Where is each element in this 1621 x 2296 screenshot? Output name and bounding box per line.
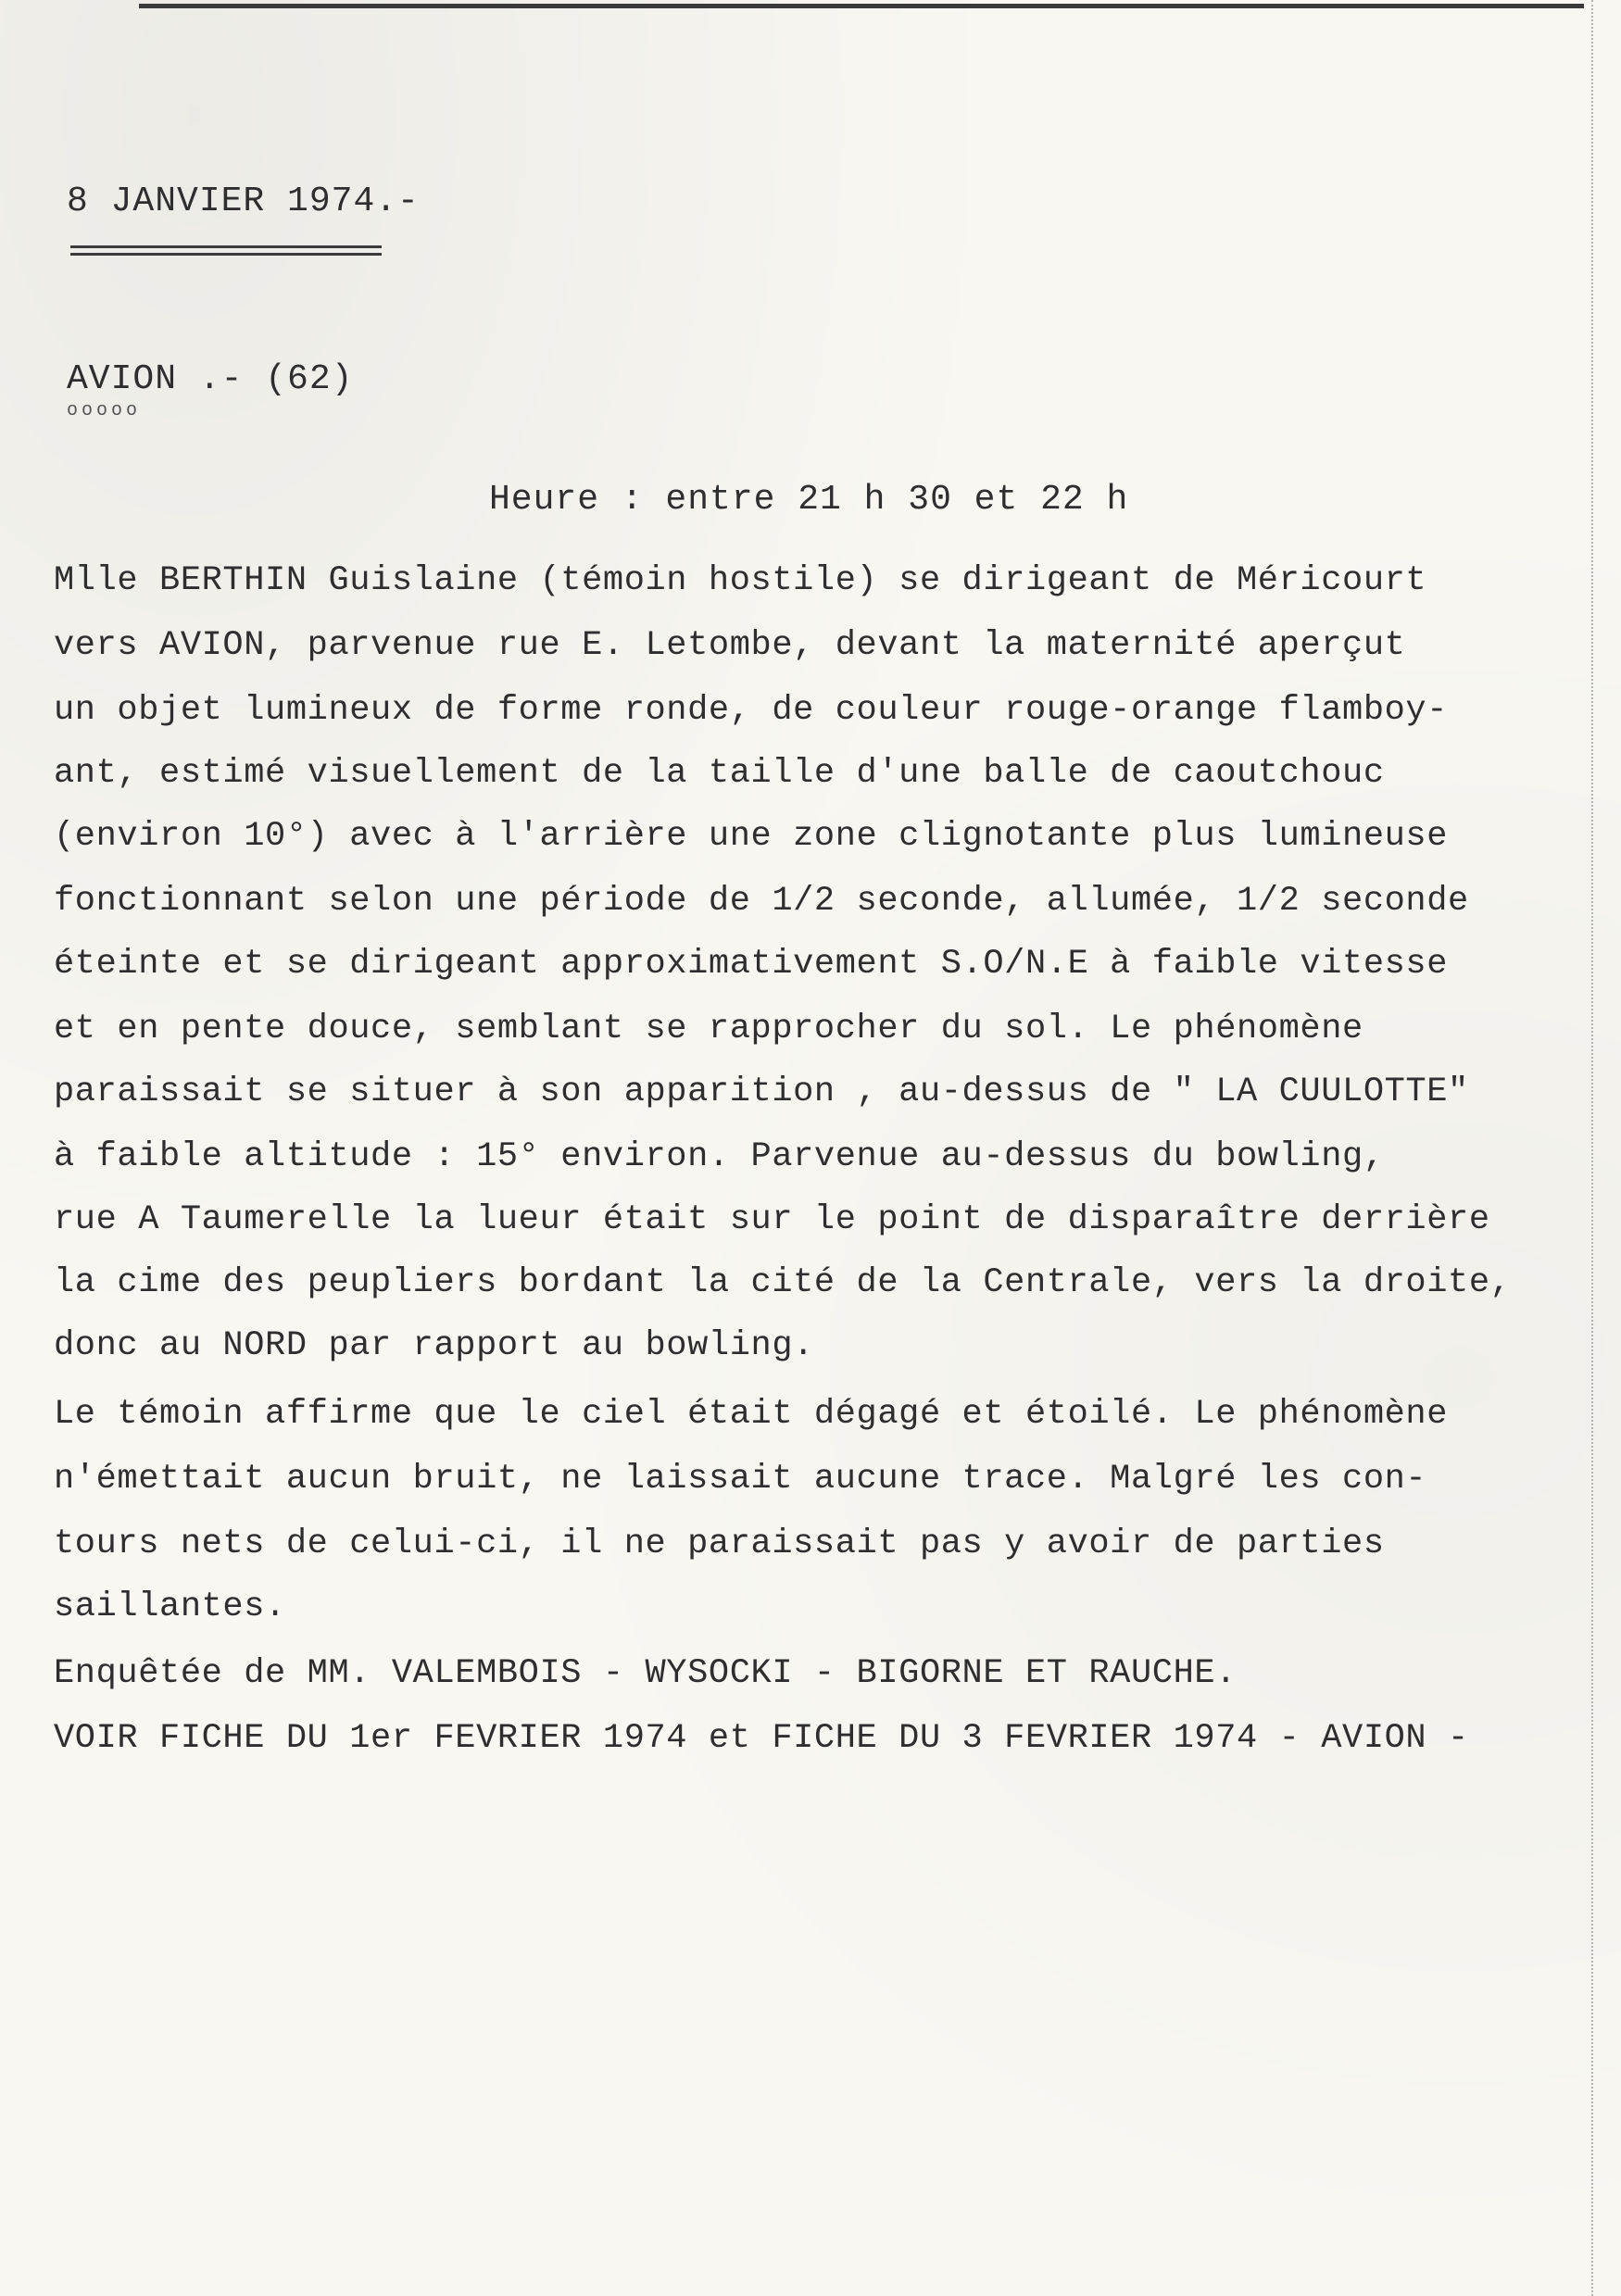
report-line: paraissait se situer à son apparition , au-dessus de " LA CUULOTTE" [54, 1073, 1469, 1111]
report-line: et en pente douce, semblant se rapprocher du sol. Le phénomène [54, 1010, 1363, 1048]
report-line: Mlle BERTHIN Guislaine (témoin hostile) se dirigeant de Méricourt [54, 561, 1427, 600]
report-line: ant, estimé visuellement de la taille d'une balle de caoutchouc [54, 754, 1385, 793]
report-line: VOIR FICHE DU 1er FEVRIER 1974 et FICHE DU 3 FEVRIER 1974 - AVION - [54, 1719, 1469, 1758]
right-edge-perforation [1591, 0, 1595, 2296]
report-line: vers AVION, parvenue rue E. Letombe, devant la maternité aperçut [54, 626, 1406, 665]
report-line: tours nets de celui-ci, il ne paraissait pas y avoir de parties [54, 1524, 1385, 1563]
time-heading: Heure : entre 21 h 30 et 22 h [489, 480, 1129, 520]
report-line: (environ 10°) avec à l'arrière une zone clignotante plus lumineuse [54, 817, 1449, 856]
report-line: fonctionnant selon une période de 1/2 seconde, allumée, 1/2 seconde [54, 882, 1469, 921]
report-line: à faible altitude : 15° environ. Parvenue au-dessus du bowling, [54, 1137, 1385, 1176]
report-line: rue A Taumerelle la lueur était sur le point de disparaître derrière [54, 1200, 1490, 1239]
document-date: 8 JANVIER 1974.- [67, 182, 420, 221]
report-line: la cime des peupliers bordant la cité de la Centrale, vers la droite, [54, 1263, 1512, 1302]
report-line: donc au NORD par rapport au bowling. [54, 1326, 814, 1365]
date-underline [70, 245, 382, 248]
date-underline [70, 253, 382, 256]
location-heading: AVION .- (62) [67, 359, 354, 399]
report-line: n'émettait aucun bruit, ne laissait aucune trace. Malgré les con- [54, 1460, 1427, 1499]
report-line: saillantes. [54, 1587, 286, 1626]
location-underline: ooooo [67, 400, 142, 421]
report-line: éteinte et se dirigeant approximativement S.O/N.E à faible vitesse [54, 945, 1449, 984]
report-line: un objet lumineux de forme ronde, de couleur rouge-orange flamboy- [54, 691, 1449, 730]
top-edge-rule [139, 4, 1584, 8]
report-line: Le témoin affirme que le ciel était dégagé et étoilé. Le phénomène [54, 1395, 1449, 1434]
report-line: Enquêtée de MM. VALEMBOIS - WYSOCKI - BIGORNE ET RAUCHE. [54, 1654, 1238, 1693]
